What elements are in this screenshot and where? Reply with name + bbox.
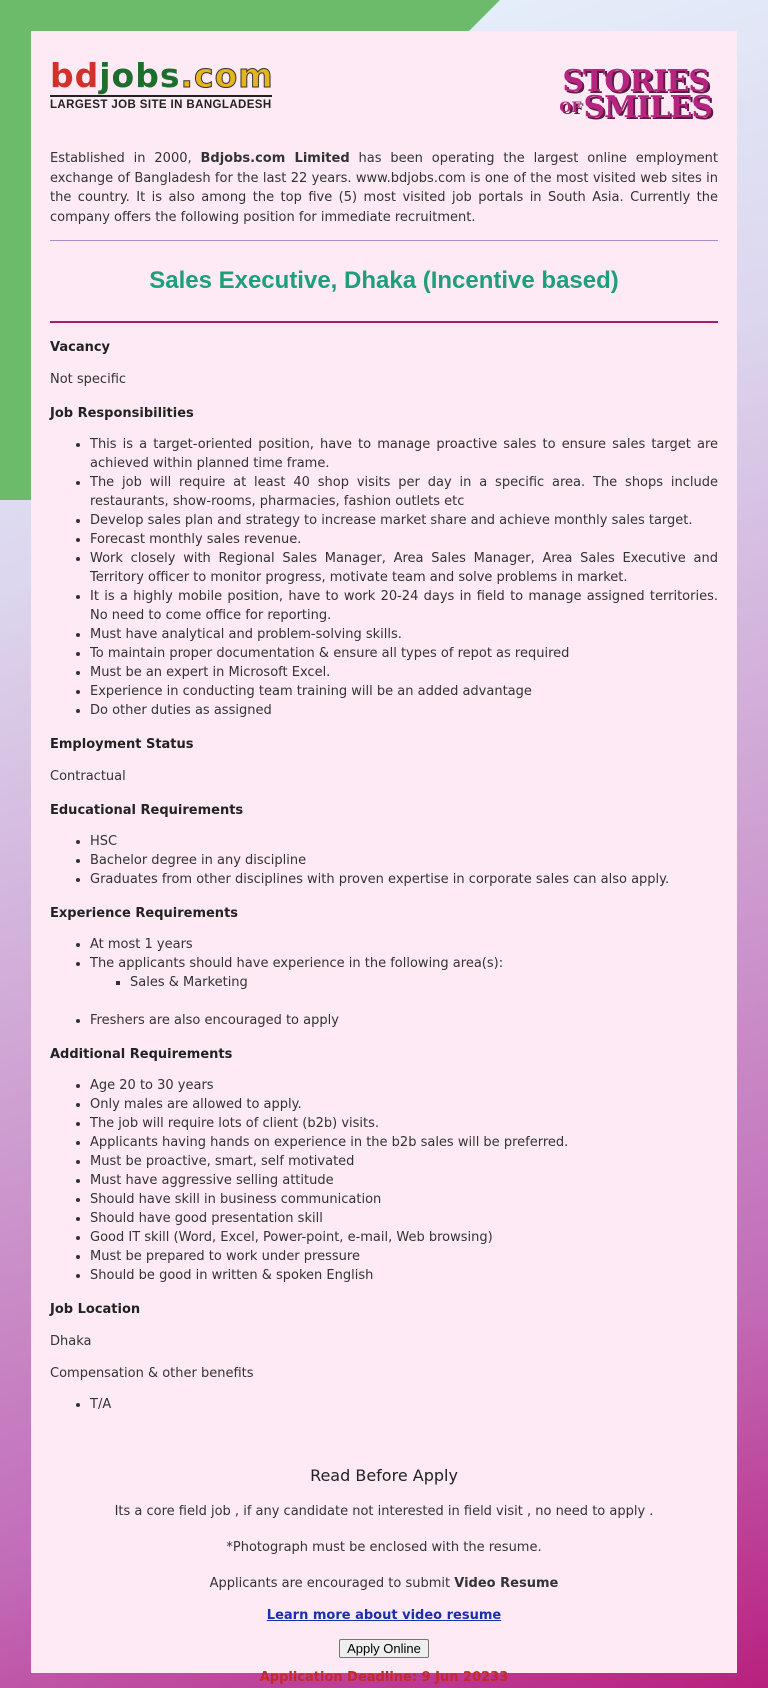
experience-area-label: The applicants should have experience in the following area(s): [90,956,504,971]
list-item: • Experience in conducting team training will be an added advantage [90,682,718,701]
stories-of-smiles-logo [559,64,712,125]
education-heading: Educational Requirements [50,803,244,818]
list-item: ▪ Sales & Marketing [130,973,718,992]
list-item: • HSC [90,832,718,851]
education-list [50,832,718,889]
list-item: • Must be proactive, smart, self motivated [90,1152,718,1171]
video-resume-link[interactable]: Learn more about video resume [266,1608,502,1623]
list-item: • Only males are allowed to apply. [90,1095,718,1114]
header [50,56,718,149]
vacancy-heading: Vacancy [50,340,111,355]
video-resume-note [50,1575,718,1593]
experience-list [50,935,718,1030]
responsibilities-heading: Job Responsibilities [50,406,194,421]
divider-top [50,240,718,241]
additional-heading: Additional Requirements [50,1047,233,1062]
field-job-note: Its a core field job , if any candidate not interested in field visit , no need to apply . [114,1504,654,1519]
compensation-list [50,1395,718,1414]
list-item: • The job will require at least 40 shop visits per day in a specific area. The shops include restaurants, show-rooms, pharmacies, fashion outlets etc [90,473,718,511]
list-item: • To maintain proper documentation & ensure all types of repot as required [90,644,718,663]
vacancy-value: Not specific [50,372,127,387]
application-deadline: Application Deadline: 9 Jun 20233 [259,1670,509,1685]
photograph-note: *Photograph must be enclosed with the resume. [226,1540,542,1555]
employment-status-heading: Employment Status [50,737,194,752]
list-item: • Graduates from other disciplines with proven expertise in corporate sales can also apply. [90,870,718,889]
list-item: • Develop sales plan and strategy to increase market share and achieve monthly sales target. [90,511,718,530]
list-item: • Applicants having hands on experience in the b2b sales will be preferred. [90,1133,718,1152]
list-item: • Must be prepared to work under pressure [90,1247,718,1266]
list-item: • Should have good presentation skill [90,1209,718,1228]
list-item: • Do other duties as assigned [90,701,718,720]
list-item: • Bachelor degree in any discipline [90,851,718,870]
list-item: • The job will require lots of client (b2b) visits. [90,1114,718,1133]
intro-post: has been operating the largest online employment exchange of Bangladesh for the last 22 years. www.bdjobs.com is one of the most visited web sites in the country. It is also among the top five (5) most visited job portals in South Asia. Currently the company offers the following position for immediate recruitment. [50,151,718,225]
list-item: • Must have analytical and problem-solving skills. [90,625,718,644]
intro-pre: Established in 2000, [50,151,201,166]
divider-title [50,321,718,323]
smiles-of: OF [559,100,582,116]
apply-online-button[interactable]: Apply Online [339,1639,429,1658]
compensation-heading: Compensation & other benefits [50,1366,254,1381]
list-item: • Freshers are also encouraged to apply [90,1011,718,1030]
intro-company: Bdjobs.com Limited [200,151,350,166]
list-item: • At most 1 years [90,935,718,954]
list-item: • Work closely with Regional Sales Manager, Area Sales Manager, Area Sales Executive and Territory officer to monitor progress, motivate team and solve problems in market. [90,549,718,587]
bdjobs-logo[interactable] [50,56,274,112]
experience-area-list [90,973,718,992]
video-resume-pre: Applicants are encouraged to submit [209,1576,455,1591]
list-item: • Should be good in written & spoken English [90,1266,718,1285]
company-intro [50,149,718,227]
list-item: • It is a highly mobile position, have to work 20-24 days in field to manage assigned territories. No need to come office for reporting. [90,587,718,625]
responsibilities-list [50,435,718,720]
location-value: Dhaka [50,1334,92,1349]
list-item: • This is a target-oriented position, have to manage proactive sales to ensure sales target are achieved within planned time frame. [90,435,718,473]
job-circular-card [31,31,737,1685]
additional-list [50,1076,718,1285]
list-item: • Forecast monthly sales revenue. [90,530,718,549]
experience-heading: Experience Requirements [50,906,239,921]
list-item: • Good IT skill (Word, Excel, Power-point, e-mail, Web browsing) [90,1228,718,1247]
list-item: • Must have aggressive selling attitude [90,1171,718,1190]
list-item: • Should have skill in business communication [90,1190,718,1209]
logo-tagline: LARGEST JOB SITE IN BANGLADESH [50,95,272,111]
read-before-apply-heading: Read Before Apply [310,1466,458,1485]
location-heading: Job Location [50,1302,141,1317]
list-item: • T/A [90,1395,718,1414]
smiles-line-smiles: SMILES [583,90,712,125]
job-title: Sales Executive, Dhaka (Incentive based) [149,267,619,294]
list-item: • Must be an expert in Microsoft Excel. [90,663,718,682]
logo-part-com: .com [180,56,274,95]
smiles-line-stories: STORIES [562,64,709,99]
list-item [90,954,718,1011]
employment-status-value: Contractual [50,769,126,784]
video-resume-bold: Video Resume [454,1576,559,1591]
logo-part-bd: bd [50,56,100,95]
read-before-apply-section [50,1466,718,1685]
list-item: • Age 20 to 30 years [90,1076,718,1095]
logo-wordmark [50,56,274,95]
logo-part-jobs: jobs [99,56,181,95]
